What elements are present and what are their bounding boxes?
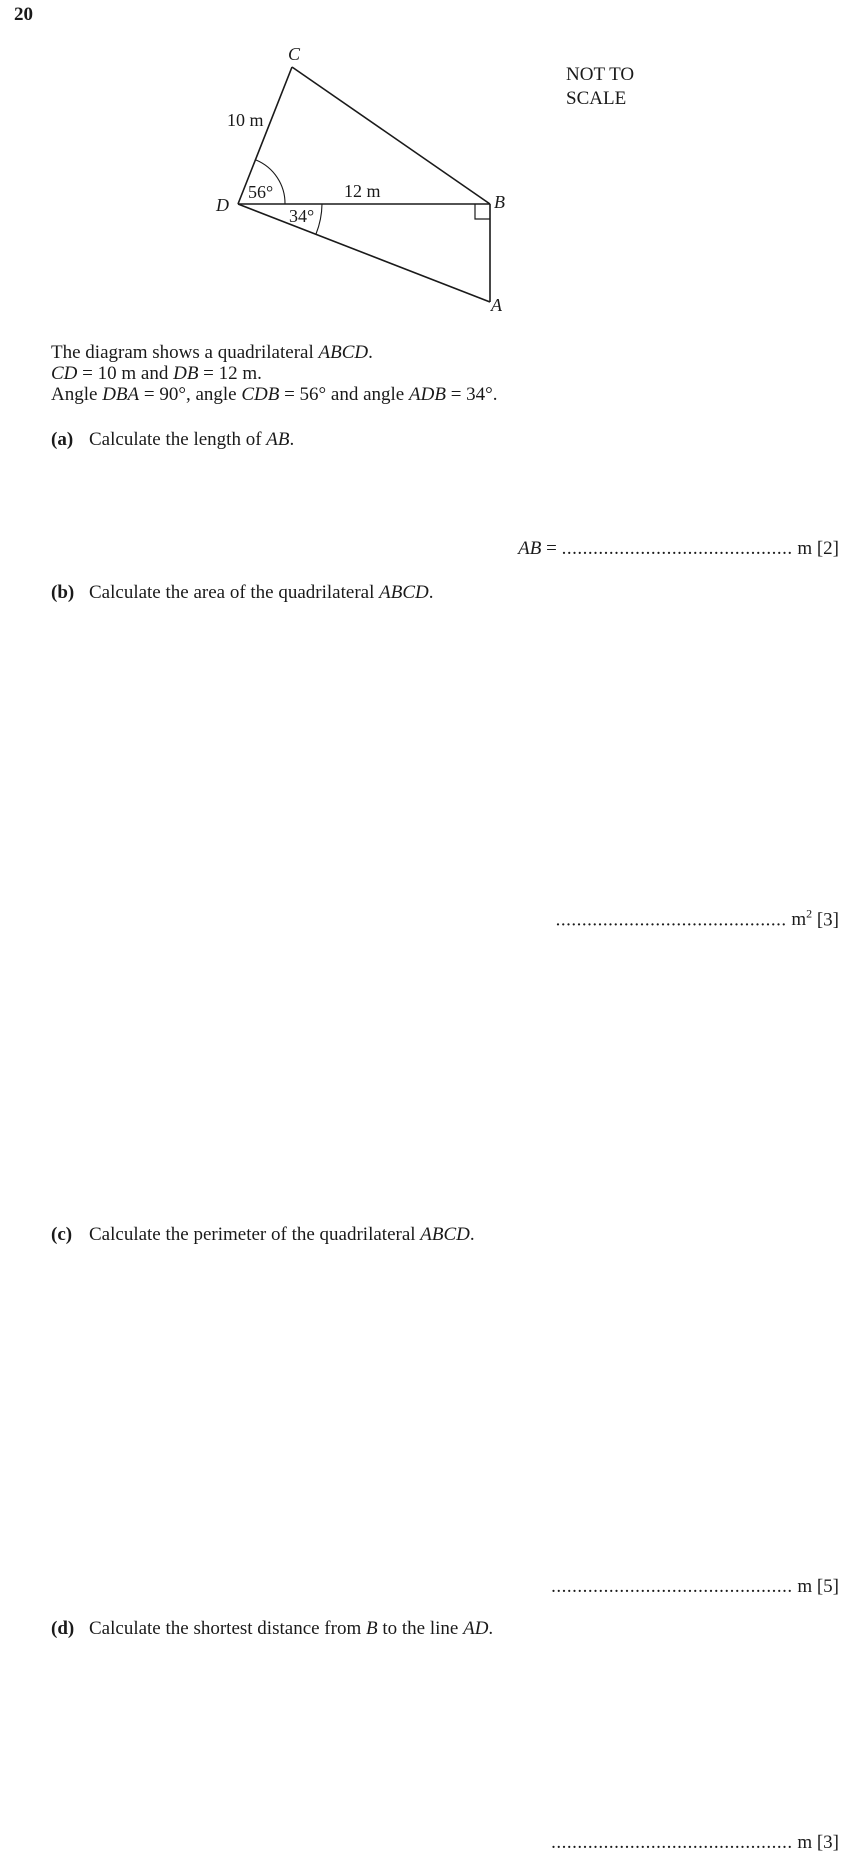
part-b-label: (b) xyxy=(51,582,75,603)
side-cb xyxy=(292,67,490,204)
answer-line-d[interactable] xyxy=(551,1832,839,1854)
angle-arc-adb xyxy=(316,204,322,234)
intro-line-1-end: . xyxy=(368,342,373,363)
part-c-question xyxy=(51,1224,475,1246)
part-a-italic: AB xyxy=(266,429,290,450)
intro-angle-text: Angle xyxy=(51,384,103,405)
part-a-end: . xyxy=(289,429,295,450)
intro-line-3 xyxy=(51,384,498,405)
answer-d-dots[interactable]: .............................................. xyxy=(551,1832,793,1853)
intro-line-1 xyxy=(51,342,498,363)
part-b-question xyxy=(51,582,433,604)
angle-cdb-label: 56° xyxy=(248,182,274,202)
right-angle-marker xyxy=(475,204,490,219)
answer-line-c[interactable] xyxy=(551,1576,839,1598)
answer-a-unit: m xyxy=(797,538,813,559)
answer-d-marks: [3] xyxy=(816,1832,839,1853)
intro-adb-value: = 34°. xyxy=(445,384,498,405)
answer-a-eq: = xyxy=(541,538,562,559)
vertex-b-label: B xyxy=(494,192,505,212)
answer-c-unit: m xyxy=(797,1576,813,1597)
question-number: 20 xyxy=(14,4,33,25)
part-a-label: (a) xyxy=(51,429,74,450)
part-c-label: (c) xyxy=(51,1224,73,1245)
part-c-text: Calculate the perimeter of the quadrilateral xyxy=(89,1224,421,1245)
question-intro xyxy=(51,342,498,405)
answer-a-prefix: AB xyxy=(518,538,542,559)
intro-shape-name: ABCD xyxy=(318,342,369,363)
answer-b-unit-m: m xyxy=(791,909,807,931)
part-a-text: Calculate the length of xyxy=(89,429,267,450)
vertex-d-label: D xyxy=(216,195,229,215)
not-to-scale-line-2: SCALE xyxy=(566,88,627,109)
part-d-italic-ad: AD xyxy=(463,1618,489,1639)
part-d-end: . xyxy=(488,1618,494,1639)
intro-line-2 xyxy=(51,363,498,384)
part-c-italic: ABCD xyxy=(420,1224,470,1245)
answer-c-marks: [5] xyxy=(816,1576,839,1597)
part-b-end: . xyxy=(428,582,434,603)
intro-dba: DBA xyxy=(102,384,140,405)
vertex-c-label: C xyxy=(288,44,301,64)
part-d-text: Calculate the shortest distance from xyxy=(89,1618,366,1639)
side-ad xyxy=(238,204,490,302)
answer-b-unit-sup: 2 xyxy=(806,907,813,921)
part-a-question xyxy=(51,429,294,451)
not-to-scale-line-1: NOT TO xyxy=(566,64,635,85)
part-c-end: . xyxy=(469,1224,475,1245)
intro-cdb: CDB xyxy=(241,384,280,405)
answer-c-dots[interactable]: .............................................. xyxy=(551,1576,793,1597)
vertex-a-label: A xyxy=(491,295,502,315)
intro-db-value: = 12 m. xyxy=(198,363,262,384)
intro-adb: ADB xyxy=(409,384,446,405)
intro-cd: CD xyxy=(51,363,78,384)
part-d-question xyxy=(51,1618,493,1640)
intro-cd-value: = 10 m and xyxy=(77,363,174,384)
answer-d-unit: m xyxy=(797,1832,813,1853)
part-d-mid: to the line xyxy=(377,1618,464,1639)
angle-adb-label: 34° xyxy=(289,206,315,226)
db-length-label: 12 m xyxy=(344,181,381,201)
answer-a-dots[interactable]: ............................................ xyxy=(561,538,793,559)
answer-line-a[interactable] xyxy=(518,538,839,560)
answer-b-unit xyxy=(791,909,812,930)
answer-line-b[interactable] xyxy=(556,907,839,931)
answer-b-marks: [3] xyxy=(816,909,839,931)
part-d-italic-b: B xyxy=(366,1618,378,1639)
intro-db: DB xyxy=(173,363,199,384)
intro-cdb-value: = 56° and angle xyxy=(279,384,409,405)
part-b-italic: ABCD xyxy=(379,582,429,603)
quadrilateral-diagram xyxy=(200,40,520,320)
answer-b-dots[interactable]: ............................................ xyxy=(555,909,787,931)
part-d-label: (d) xyxy=(51,1618,75,1639)
intro-dba-value: = 90°, angle xyxy=(139,384,242,405)
part-b-text: Calculate the area of the quadrilateral xyxy=(89,582,380,603)
cd-length-label: 10 m xyxy=(227,110,264,130)
answer-a-marks: [2] xyxy=(816,538,839,559)
not-to-scale-note xyxy=(566,63,634,111)
intro-line-1-text: The diagram shows a quadrilateral xyxy=(51,342,319,363)
